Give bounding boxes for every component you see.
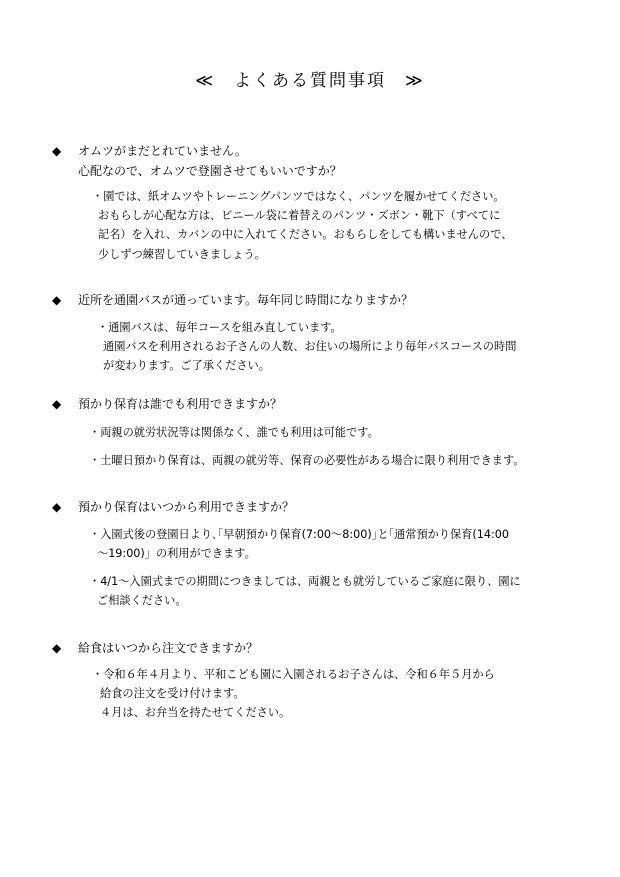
- faq-question-4: [52, 497, 294, 517]
- diamond-bullet-icon: ◆: [52, 641, 62, 655]
- answer-line: ・令和６年４月より、平和こども園に入園されるお子さんは、令和６年５月から: [92, 668, 495, 681]
- diamond-bullet-icon: ◆: [52, 144, 62, 158]
- answer-line: ４月は、お弁当を持たせてください。: [100, 706, 291, 720]
- diamond-bullet-icon: ◆: [52, 397, 62, 411]
- answer-line: ・園では、紙オムツやトレーニングパンツではなく、パンツを履かせてください。: [92, 190, 505, 203]
- answer-line: 通園バスを利用されるお子さんの人数、お住いの場所により毎年バスコースの時間: [103, 340, 517, 354]
- answer-line: ご相談ください。: [97, 594, 187, 608]
- answer-line: ・入園式後の登園日より､｢早朝預かり保育(7:00～8:00)｣と｢通常預かり保育(14:00: [89, 528, 510, 541]
- faq-answer-5: [92, 665, 495, 723]
- page-title: ≪ よくある質問事項 ≫: [195, 71, 425, 91]
- faq-answer-1: [92, 187, 512, 264]
- diamond-bullet-icon: ◆: [52, 293, 62, 307]
- answer-line: ～19:00)」の利用ができます。: [97, 547, 256, 561]
- answer-line: ・4/1～入園式までの期間につきましては、両親とも就労しているご家庭に限り、園に: [89, 575, 521, 588]
- question-line: 預かり保育は誰でも利用できますか？: [78, 397, 283, 411]
- question-line: 心配なので、オムツで登園させてもいいですか？: [78, 164, 342, 178]
- question-line: 近所を通園バスが通っています。毎年同じ時間になりますか？: [78, 293, 414, 307]
- faq-answer-4a: [89, 525, 509, 563]
- answer-line: ・土曜日預かり保育は、両親の就労等、保育の必要性がある場合に限り利用できます。: [89, 454, 525, 467]
- answer-line: ・両親の就労状況等は関係なく、誰でも利用は可能です。: [89, 426, 379, 439]
- answer-line: おもらしが心配な方は、ビニール袋に着替えのパンツ・ズボン・靴下（すべてに: [98, 209, 501, 223]
- diamond-bullet-icon: ◆: [52, 500, 62, 514]
- faq-answer-2: [97, 318, 516, 376]
- faq-answer-3a: [89, 423, 379, 442]
- faq-question-1: [52, 141, 342, 181]
- answer-line: ・通園バスは、毎年コースを組み直しています。: [97, 321, 342, 334]
- answer-line: が変わります。ご了承ください。: [103, 359, 270, 373]
- question-line: 預かり保育はいつから利用できますか？: [78, 500, 295, 514]
- faq-answer-3b: [89, 451, 524, 470]
- answer-line: 記名）を入れ、カバンの中に入れてください。おもらしをしても構いませんので、: [98, 228, 513, 242]
- faq-question-5: [52, 638, 258, 658]
- question-line: 給食はいつから注文できますか？: [78, 641, 259, 655]
- faq-question-2: [52, 290, 413, 310]
- faq-answer-4b: [89, 572, 521, 610]
- answer-line: 少しずつ練習していきましょう。: [98, 247, 266, 261]
- answer-line: 給食の注文を受け付けます。: [100, 687, 245, 701]
- question-line: オムツがまだとれていません。: [78, 144, 247, 158]
- faq-question-3: [52, 394, 282, 414]
